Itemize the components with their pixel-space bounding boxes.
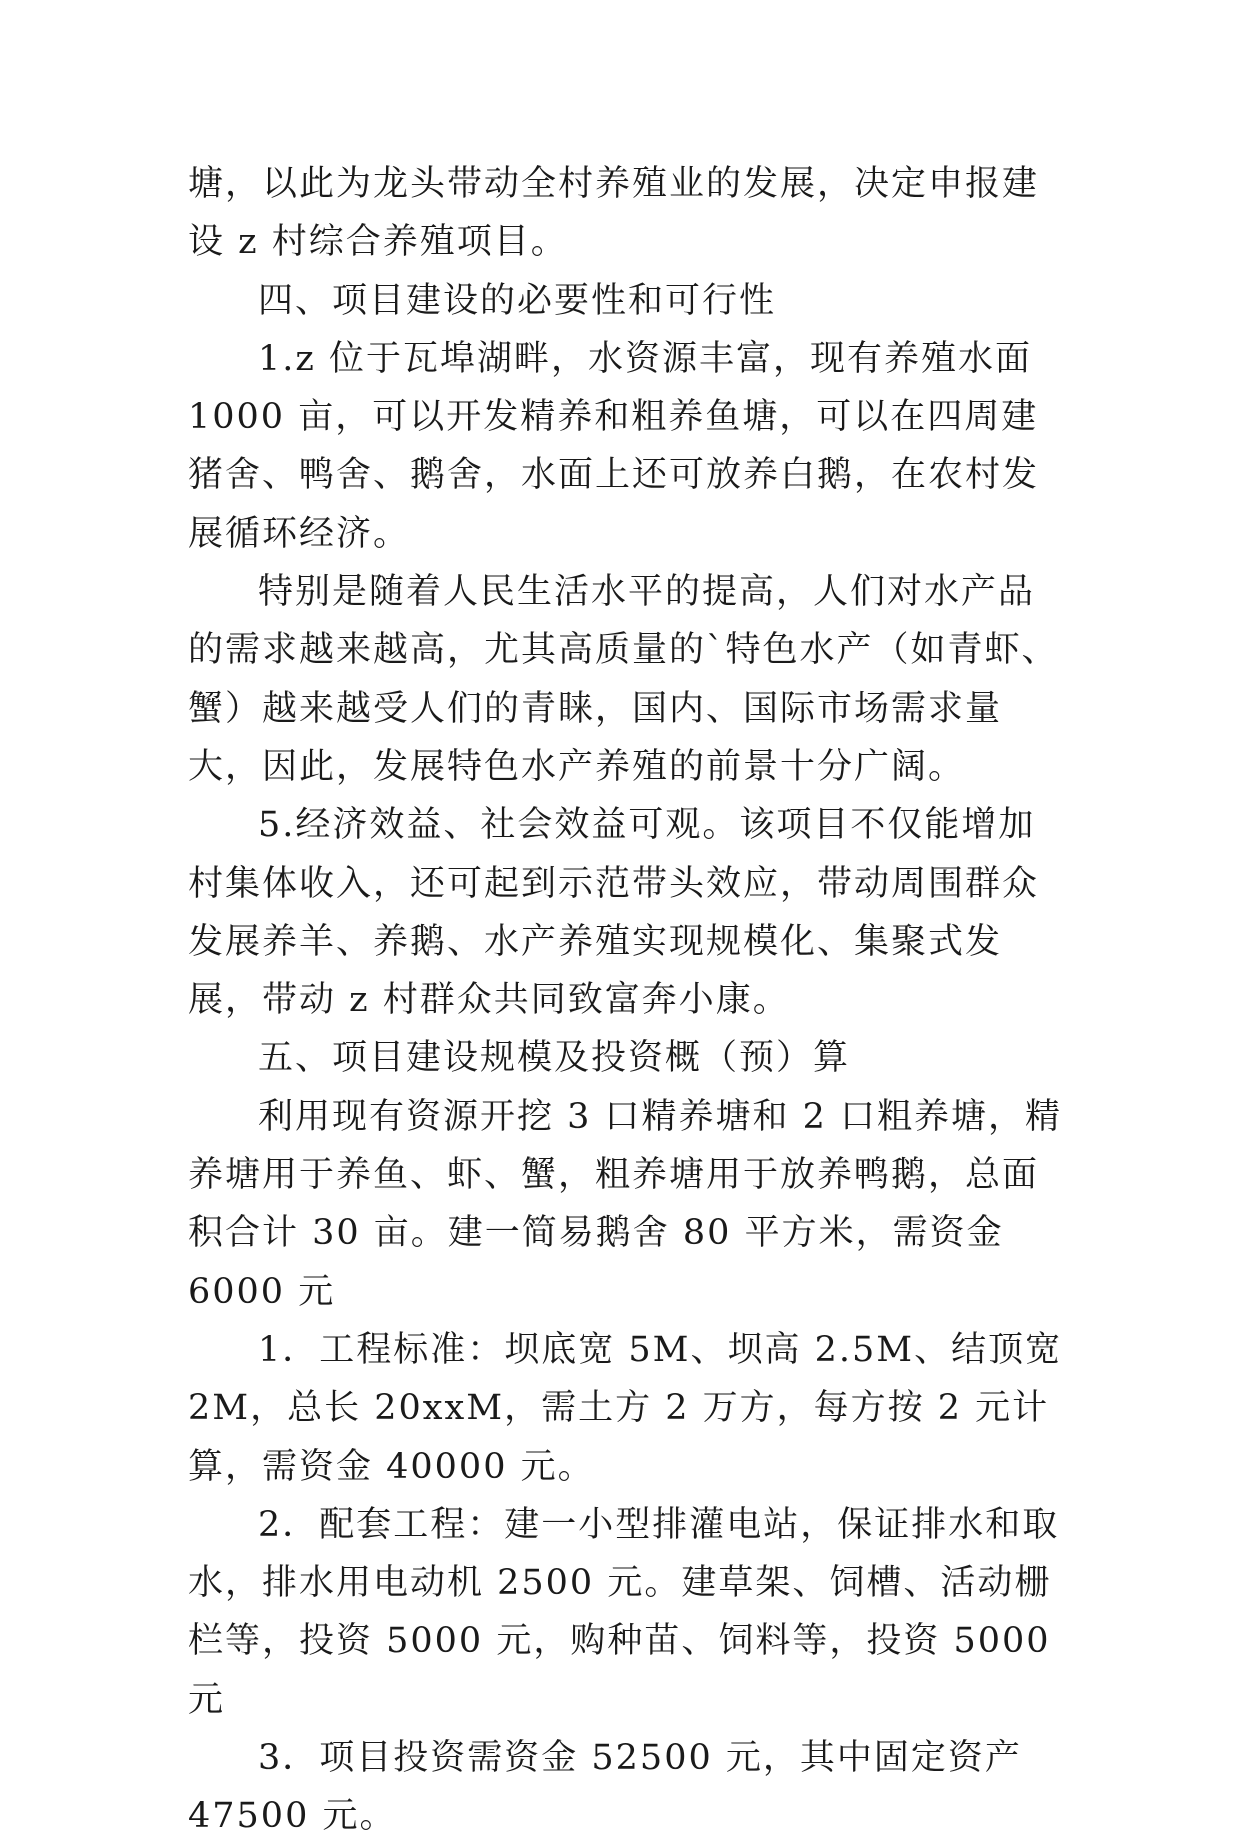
paragraph-market-demand: 特别是随着人民生活水平的提高，人们对水产品的需求越来越高，尤其高质量的`特色水产（如青虾、蟹）越来越受人们的青睐，国内、国际市场需求量大，因此，发展特色水产养殖的前景十分广阔。 xyxy=(188,572,1059,787)
section-heading-necessity: 四、项目建设的必要性和可行性 xyxy=(258,280,777,321)
paragraph-benefits: 5.经济效益、社会效益可观。该项目不仅能增加村集体收入，还可起到示范带头效应，带动周围群众发展养羊、养鹅、水产养殖实现规模化、集聚式发展，带动 z 村群众共同致富奔小康。 xyxy=(188,805,1040,1021)
section-heading-scale-investment: 五、项目建设规模及投资概（预）算 xyxy=(258,1038,851,1079)
paragraph-ponds: 利用现有资源开挖 3 口精养塘和 2 口粗养塘，精养塘用于养鱼、虾、蟹，粗养塘用于放养鸭鹅，总面积合计 30 亩。建一简易鹅舍 80 平方米，需资金 6000 元 xyxy=(188,1096,1063,1312)
paragraph-water-resources: 1.z 位于瓦埠湖畔，水资源丰富，现有养殖水面 1000 亩，可以开发精养和粗养鱼塘，可以在四周建猪舍、鸭舍、鹅舍，水面上还可放养白鹅，在农村发展循环经济。 xyxy=(188,338,1040,554)
paragraph-continuation: 塘，以此为龙头带动全村养殖业的发展，决定申报建设 z 村综合养殖项目。 xyxy=(188,164,1040,263)
body-text xyxy=(188,155,1068,1846)
paragraph-supporting-works: 2．配套工程：建一小型排灌电站，保证排水和取水，排水用电动机 2500 元。建草架、饲槽、活动栅栏等，投资 5000 元，购种苗、饲料等，投资 5000 元 xyxy=(188,1504,1060,1720)
paragraph-total-investment: 3．项目投资需资金 52500 元，其中固定资产 47500 元。 xyxy=(188,1738,1022,1837)
paragraph-engineering-standard: 1．工程标准：坝底宽 5M、坝高 2.5M、结顶宽 2M，总长 20xxM，需土方 2 万方，每方按 2 元计算，需资金 40000 元。 xyxy=(188,1329,1063,1487)
